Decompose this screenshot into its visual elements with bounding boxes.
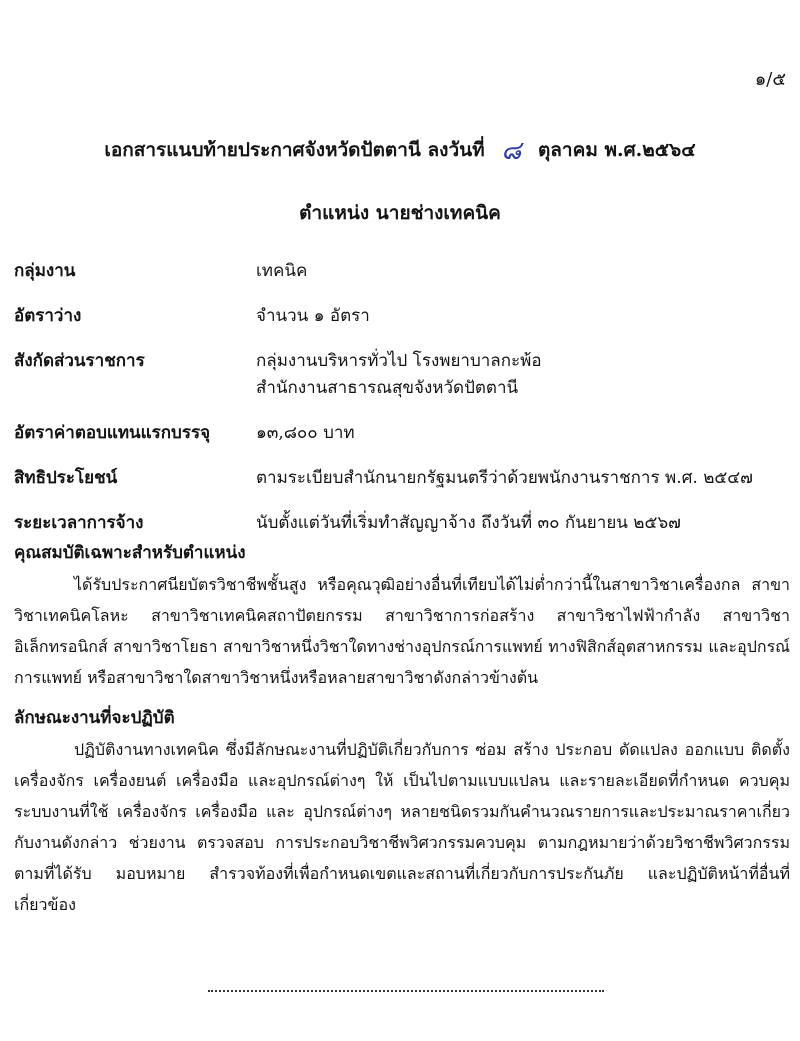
position-title: ตำแหน่ง นายช่างเทคนิค [299,202,501,224]
qualifications-title: คุณสมบัติเฉพาะสำหรับตำแหน่ง [14,543,246,563]
page-number: ๑/๕ [754,69,786,90]
info-row-salary [14,420,794,447]
duties-title: ลักษณะงานที่จะปฏิบัติ [14,708,175,728]
info-row-benefit [14,465,794,492]
affiliation-label: สังกัดส่วนราชการ [14,351,145,371]
period-value: นับตั้งแต่วันที่เริ่มทำสัญญาจ้าง ถึงวันที่ ๓๐ กันยายน ๒๕๖๗ [256,513,681,533]
info-row-affiliation [14,348,794,402]
handwritten-date-day: ๘ [501,136,522,166]
header-suffix: ตุลาคม พ.ศ.๒๕๖๔ [537,139,696,161]
affiliation-line-2: สำนักงานสาธารณสุขจังหวัดปัตตานี [256,378,519,398]
vacancy-value: จำนวน ๑ อัตรา [256,306,370,326]
affiliation-line-1: กลุ่มงานบริหารทั่วไป โรงพยาบาลกะพ้อ [256,351,542,371]
salary-label: อัตราค่าตอบแทนแรกบรรจุ [14,423,211,443]
dotted-divider [208,990,604,992]
vacancy-label: อัตราว่าง [14,306,82,326]
qualifications-text: ได้รับประกาศนียบัตรวิชาชีพชั้นสูง หรือคุณวุฒิอย่างอื่นที่เทียบได้ไม่ต่ำกว่านี้ในสาขาวิชาเครื่องกล สาขาวิชาเทคนิคโลหะ สาขาวิชาเทคนิคสถาปัตยกรรม สาขาวิชาการก่อสร้าง สาขาวิชาไฟฟ้ากำลัง สาขาวิชาอิเล็กทรอนิกส์ สาขาวิชาโยธา สาขาวิชาหนึ่งวิชาใดทางช่างอุปกรณ์การแพทย์ ทางฟิสิกส์อุตสาหกรรม และอุปกรณ์การแพทย์ หรือสาขาวิชาใดสาขาวิชาหนึ่งหรือหลายสาขาวิชาดังกล่าวข้างต้น [14,575,790,687]
duties-text: ปฏิบัติงานทางเทคนิค ซึ่งมีลักษณะงานที่ปฏิบัติเกี่ยวกับการ ซ่อม สร้าง ประกอบ ดัดแปลง ออกแบบ ติดตั้ง เครื่องจักร เครื่องยนต์ เครื่องมือ และอุปกรณ์ต่างๆ ให้ เป็นไปตามแบบแปลน และรายละเอียดที่กำหนด ควบคุมระบบงานที่ใช้ เครื่องจักร เครื่องมือ และ อุปกรณ์ต่างๆ หลายชนิดรวมกันคำนวณรายการและประมาณราคาเกี่ยวกับงานดังกล่าว ช่วยงาน ตรวจสอบ การประกอบวิชาชีพวิศวกรรมควบคุม ตามกฎหมายว่าด้วยวิชาชีพวิศวกรรมตามที่ได้รับ มอบหมาย สำรวจท้องที่เพื่อกำหนดเขตและสถานที่เกี่ยวกับการประกันภัย และปฏิบัติหน้าที่อื่นที่ เกี่ยวข้อง [14,740,790,914]
group-value: เทคนิค [256,261,308,281]
benefit-value: ตามระเบียบสำนักนายกรัฐมนตรีว่าด้วยพนักงานราชการ พ.ศ. ๒๕๔๗ [256,468,753,488]
info-row-period [14,510,794,537]
info-row-vacancy [14,303,794,330]
period-label: ระยะเวลาการจ้าง [14,513,144,533]
duties-section [14,705,790,920]
header-prefix: เอกสารแนบท้ายประกาศจังหวัดปัตตานี ลงวันที่ [104,139,485,161]
group-label: กลุ่มงาน [14,261,76,281]
benefit-label: สิทธิประโยชน์ [14,468,118,488]
document-header [0,130,800,171]
qualifications-section [14,540,790,693]
salary-value: ๑๓,๘๐๐ บาท [256,423,355,443]
info-row-group [14,258,794,285]
job-info-table [14,258,794,555]
affiliation-value [256,348,794,402]
